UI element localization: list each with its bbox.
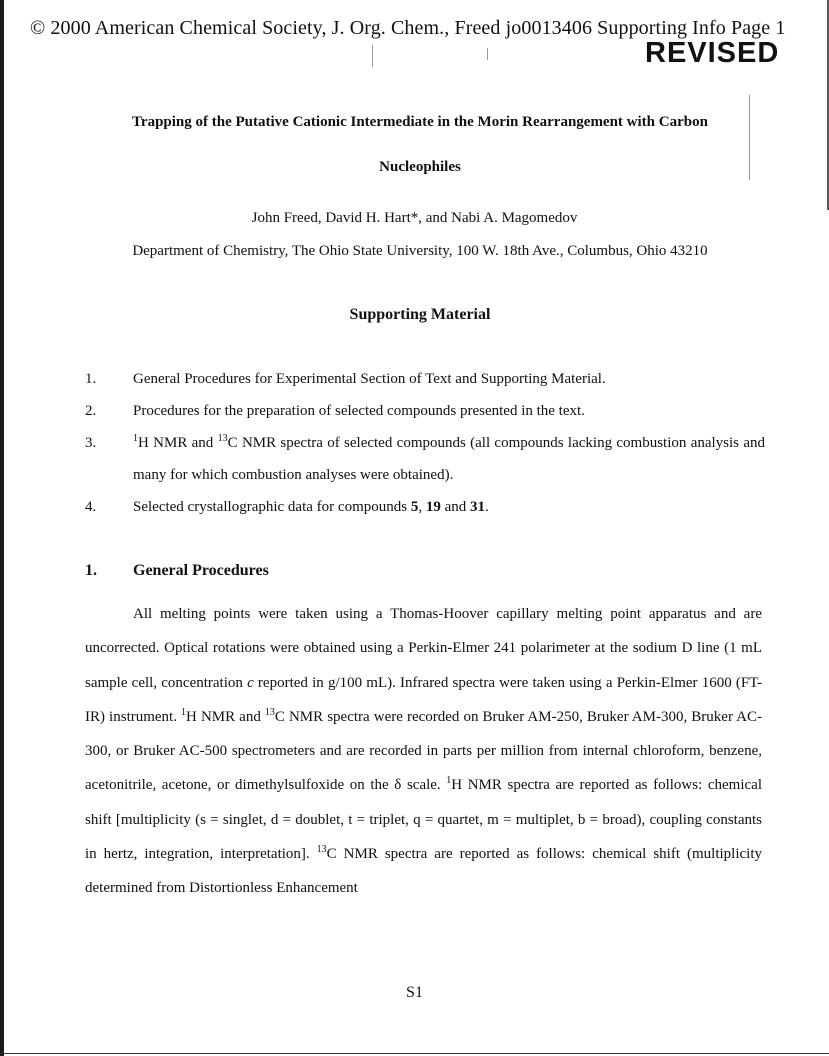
text-run: and (440, 499, 470, 515)
copyright-header: © 2000 American Chemical Society, J. Org. Chem., Freed jo0013406 Supporting Info Page 1 (30, 17, 786, 39)
text-run: H NMR and (138, 435, 218, 451)
superscript: 1 (446, 775, 452, 787)
general-procedures-heading (85, 561, 269, 581)
section-number: 1. (85, 562, 97, 579)
text-run: C NMR spectra of selected compounds (all compounds lacking combustion analysis and many for which combustion analyses were obtained). (133, 435, 765, 483)
scan-bottom-border (0, 1053, 829, 1054)
scan-left-border (0, 0, 4, 1056)
toc-number: 1. (85, 371, 97, 387)
toc-number: 4. (85, 499, 97, 515)
paper-title (60, 100, 780, 190)
toc-number: 3. (85, 435, 97, 451)
title-line-2: Nucleophiles (379, 159, 461, 175)
toc-text: Procedures for the preparation of selected compounds presented in the text. (133, 403, 585, 419)
compound-number: 19 (425, 499, 441, 515)
scan-mark (487, 48, 488, 60)
italic-symbol: c (247, 674, 254, 691)
page-number: S1 (406, 984, 423, 1001)
text-run: All melting points were taken using a Thomas-Hoover capillary melting point apparatus and are uncorrected. Optical rotations were obtained using a Perkin-Elmer 241 polarimeter at the sodium D line (1 mL sample cell, concentration (85, 606, 762, 691)
authors: John Freed, David H. Hart*, and Nabi A. Magomedov (251, 210, 578, 226)
text-run: Selected crystallographic data for compounds (133, 499, 411, 515)
supporting-material-heading: Supporting Material (349, 306, 491, 323)
text-run: C NMR spectra are reported as follows: chemical shift (multiplicity determined from Distortionless Enhancement (85, 846, 762, 897)
superscript: 1 (181, 706, 187, 718)
compound-number: 5 (410, 499, 419, 515)
section-title: General Procedures (133, 562, 269, 579)
text-run: . (485, 499, 489, 515)
superscript: 1 (133, 433, 138, 444)
superscript: 13 (217, 433, 228, 444)
toc-number: 2. (85, 403, 97, 419)
scan-mark (372, 45, 373, 67)
affiliation: Department of Chemistry, The Ohio State University, 100 W. 18th Ave., Columbus, Ohio 43210 (132, 243, 708, 259)
toc-text (133, 491, 765, 523)
superscript: 13 (316, 844, 327, 856)
text-run: reported in g/100 mL). Infrared spectra were taken using a Perkin-Elmer 1600 (FT-IR) instrument. (85, 674, 762, 725)
text-run: H NMR and (186, 708, 265, 725)
compound-number: 31 (470, 499, 485, 515)
title-line-1: Trapping of the Putative Cationic Intermediate in the Morin Rearrangement with Carbon (132, 114, 708, 130)
toc-text: General Procedures for Experimental Section of Text and Supporting Material. (133, 371, 606, 387)
text-run: , (418, 499, 426, 515)
general-procedures-paragraph (85, 597, 762, 906)
text-run: H NMR spectra are reported as follows: chemical shift [multiplicity (s = singlet, d = doublet, t = triplet, q = quartet, m = multiplet, b = broad), coupling constants in hertz, integration, interpretation]. (85, 777, 762, 863)
superscript: 13 (264, 706, 275, 718)
toc-text (133, 427, 765, 491)
text-run: C NMR spectra were recorded on Bruker AM-250, Bruker AM-300, Bruker AC-300, or Bruker AC-500 spectrometers and are recorded in parts per million from internal chloroform, benzene, acetonitrile, acetone, or dimethylsulfoxide on the δ scale. (85, 708, 763, 794)
revised-stamp: REVISED (645, 37, 780, 69)
